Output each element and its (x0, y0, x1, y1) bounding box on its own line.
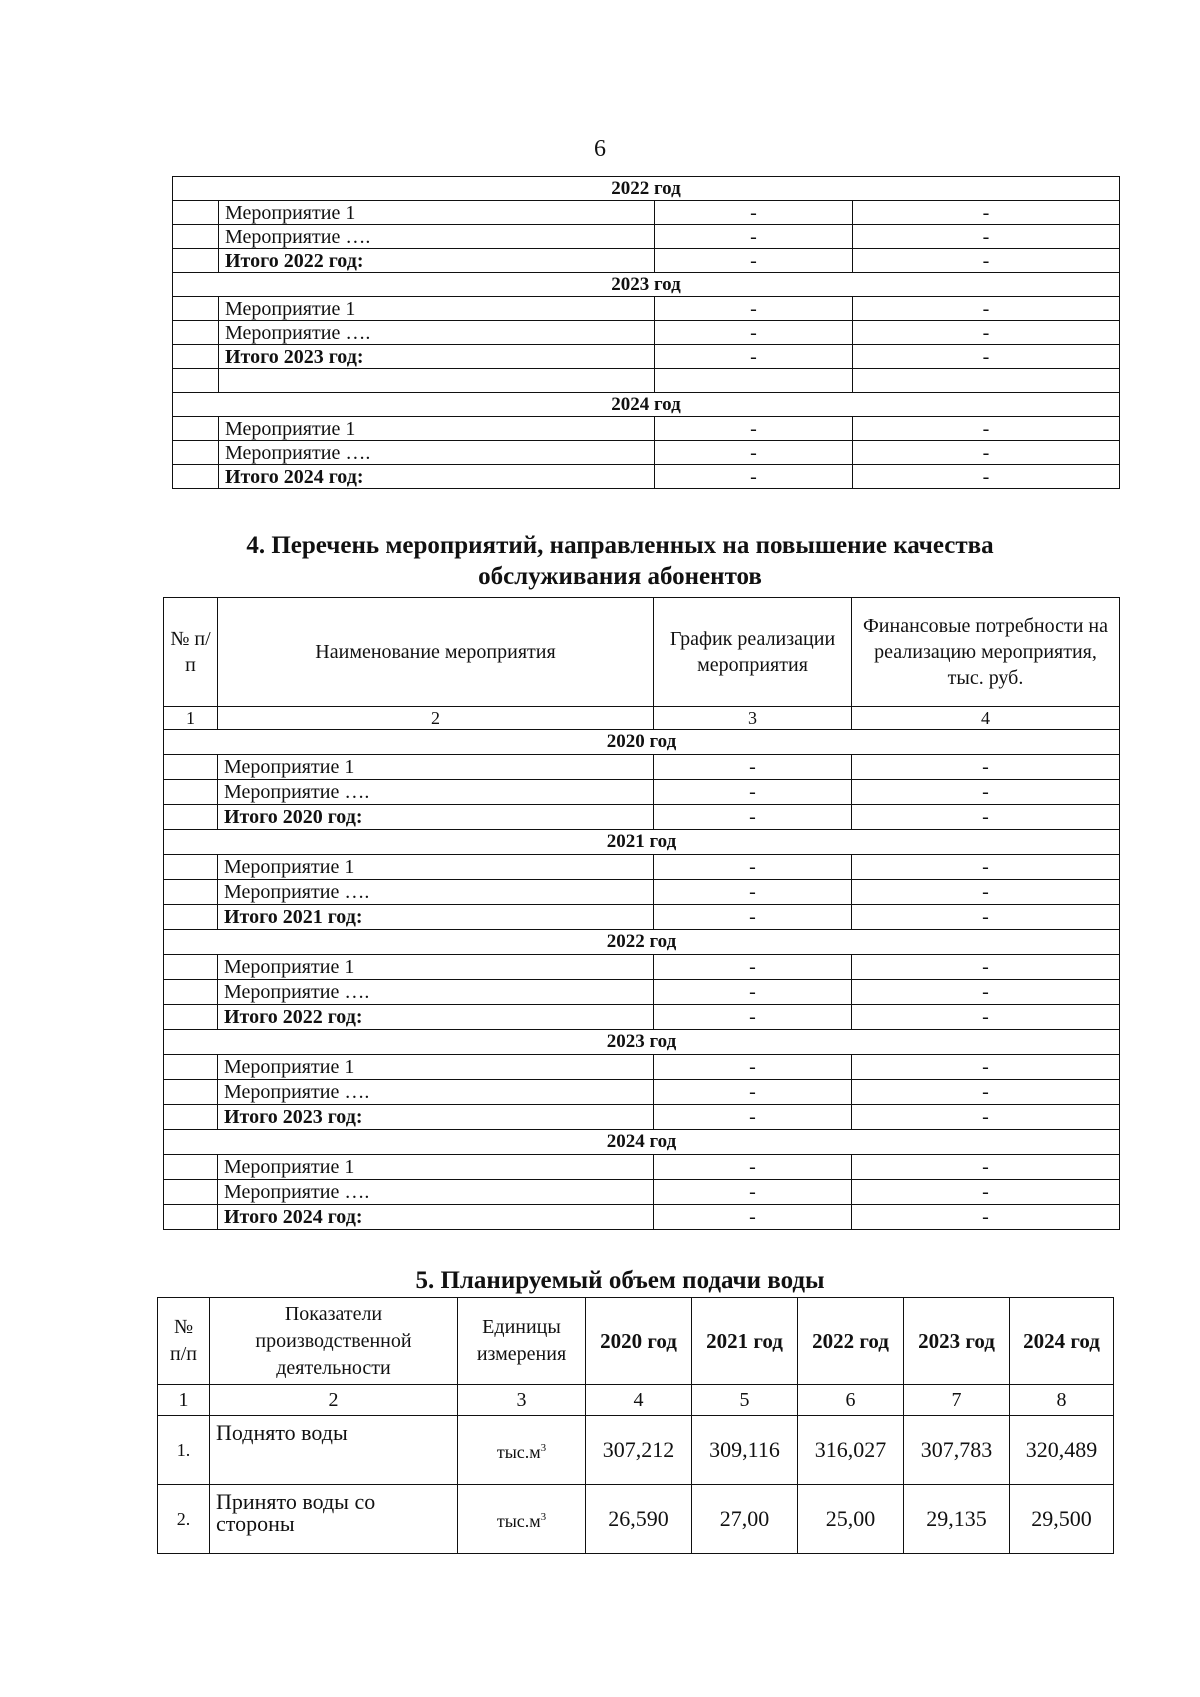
finance-value (853, 369, 1120, 393)
activity-name: Итого 2021 год: (218, 905, 654, 930)
schedule-value: - (654, 1180, 852, 1205)
activity-name: Мероприятие …. (219, 321, 655, 345)
section4-title-line1: 4. Перечень мероприятий, направленных на повышение качества (246, 532, 994, 559)
value-cell: 27,00 (692, 1485, 798, 1554)
year-label: 2024 год (164, 1130, 1120, 1155)
unit-label: тыс.м (496, 1511, 541, 1531)
activity-name: Мероприятие …. (219, 225, 655, 249)
table-row (164, 1205, 1120, 1230)
t3-colnum: 5 (692, 1385, 798, 1416)
activity-name (219, 369, 655, 393)
finance-value: - (852, 955, 1120, 980)
header-schedule: График реализации мероприятия (654, 598, 852, 707)
schedule-value: - (655, 465, 853, 489)
table-row (173, 201, 1120, 225)
activity-name: Мероприятие …. (218, 880, 654, 905)
value-cell: 309,116 (692, 1416, 798, 1485)
activity-name: Мероприятие …. (218, 1180, 654, 1205)
finance-value: - (852, 1080, 1120, 1105)
year-row (164, 830, 1120, 855)
schedule-value: - (654, 805, 852, 830)
finance-value: - (852, 980, 1120, 1005)
finance-value: - (853, 417, 1120, 441)
table-row (173, 225, 1120, 249)
t3-header-row (158, 1298, 1114, 1385)
table-row (164, 1155, 1120, 1180)
schedule-value: - (654, 980, 852, 1005)
activities-table-continued (172, 176, 1120, 489)
finance-value: - (852, 1005, 1120, 1030)
row-num-cell (173, 249, 219, 273)
unit-cell (458, 1416, 586, 1485)
activity-name: Итого 2023 год: (218, 1105, 654, 1130)
activity-name: Мероприятие …. (218, 1080, 654, 1105)
unit-exponent: 3 (540, 1511, 547, 1523)
t3-header-unit: Единицы измерения (458, 1298, 586, 1385)
row-num-cell (164, 1080, 218, 1105)
row-num-cell (173, 417, 219, 441)
row-num: 1. (158, 1416, 210, 1485)
row-num-cell (164, 1205, 218, 1230)
t3-header-year-2020: 2020 год (586, 1298, 692, 1385)
row-num-cell (164, 880, 218, 905)
t3-colnum: 2 (210, 1385, 458, 1416)
unit-cell (458, 1485, 586, 1554)
indicator-name: Принято воды со стороны (210, 1485, 458, 1554)
year-label: 2021 год (164, 830, 1120, 855)
t1-body (173, 177, 1120, 489)
activity-name: Мероприятие …. (218, 780, 654, 805)
row-num-cell (173, 441, 219, 465)
t2-colnum-row (164, 707, 1120, 730)
year-row (164, 1030, 1120, 1055)
year-label: 2020 год (164, 730, 1120, 755)
schedule-value: - (655, 345, 853, 369)
t2-header-row (164, 598, 1120, 707)
table-row (164, 780, 1120, 805)
finance-value: - (852, 780, 1120, 805)
table-row (173, 369, 1120, 393)
schedule-value: - (655, 441, 853, 465)
year-row (173, 177, 1120, 201)
table-row (164, 905, 1120, 930)
row-num-cell (173, 321, 219, 345)
row-num-cell (173, 465, 219, 489)
row-num-cell (173, 201, 219, 225)
table-row (173, 465, 1120, 489)
schedule-value: - (654, 855, 852, 880)
table-row (173, 441, 1120, 465)
schedule-value: - (654, 1155, 852, 1180)
schedule-value: - (655, 297, 853, 321)
activity-name: Мероприятие 1 (218, 955, 654, 980)
schedule-value: - (655, 249, 853, 273)
schedule-value: - (655, 321, 853, 345)
schedule-value: - (654, 780, 852, 805)
year-row (164, 930, 1120, 955)
row-num-cell (173, 369, 219, 393)
section4-title-line2: обслуживания абонентов (478, 563, 762, 590)
row-num-cell (164, 1005, 218, 1030)
service-quality-table (163, 597, 1120, 1230)
schedule-value: - (655, 225, 853, 249)
schedule-value: - (654, 1105, 852, 1130)
value-cell: 25,00 (798, 1485, 904, 1554)
schedule-value: - (654, 905, 852, 930)
table-row (164, 1055, 1120, 1080)
activity-name: Мероприятие …. (218, 980, 654, 1005)
schedule-value: - (654, 1005, 852, 1030)
row-num-cell (164, 905, 218, 930)
unit-label: тыс.м (496, 1442, 541, 1462)
schedule-value: - (654, 1055, 852, 1080)
t3-header-year-2024: 2024 год (1010, 1298, 1114, 1385)
row-num-cell (164, 1180, 218, 1205)
row-num-cell (164, 955, 218, 980)
value-cell: 320,489 (1010, 1416, 1114, 1485)
header-num: № п/п (164, 598, 218, 707)
finance-value: - (853, 441, 1120, 465)
row-num-cell (164, 1105, 218, 1130)
indicator-name: Поднято воды (210, 1416, 458, 1485)
t3-header-year-2021: 2021 год (692, 1298, 798, 1385)
finance-value: - (852, 1180, 1120, 1205)
table-row (164, 1080, 1120, 1105)
table-row (164, 805, 1120, 830)
activity-name: Итого 2022 год: (218, 1005, 654, 1030)
schedule-value (655, 369, 853, 393)
water-row (158, 1416, 1114, 1485)
activity-name: Итого 2024 год: (218, 1205, 654, 1230)
t3-body (158, 1298, 1114, 1554)
activity-name: Итого 2023 год: (219, 345, 655, 369)
schedule-value: - (654, 755, 852, 780)
row-num-cell (164, 805, 218, 830)
row-num-cell (164, 980, 218, 1005)
value-cell: 29,135 (904, 1485, 1010, 1554)
table-row (173, 417, 1120, 441)
year-label: 2022 год (164, 930, 1120, 955)
year-row (173, 273, 1120, 297)
value-cell: 29,500 (1010, 1485, 1114, 1554)
finance-value: - (853, 321, 1120, 345)
t3-header-year-2022: 2022 год (798, 1298, 904, 1385)
finance-value: - (853, 345, 1120, 369)
table-row (164, 755, 1120, 780)
t3-colnum: 6 (798, 1385, 904, 1416)
table-row (164, 980, 1120, 1005)
t3-colnum-row (158, 1385, 1114, 1416)
finance-value: - (852, 805, 1120, 830)
finance-value: - (852, 755, 1120, 780)
year-label: 2023 год (164, 1030, 1120, 1055)
schedule-value: - (654, 1205, 852, 1230)
activity-name: Мероприятие 1 (219, 297, 655, 321)
finance-value: - (853, 225, 1120, 249)
finance-value: - (852, 855, 1120, 880)
colnum-3: 3 (654, 707, 852, 730)
value-cell: 26,590 (586, 1485, 692, 1554)
finance-value: - (852, 1105, 1120, 1130)
water-row (158, 1485, 1114, 1554)
table-row (164, 1180, 1120, 1205)
value-cell: 316,027 (798, 1416, 904, 1485)
activity-name: Мероприятие …. (219, 441, 655, 465)
finance-value: - (852, 1205, 1120, 1230)
table-row (164, 1005, 1120, 1030)
table-row (173, 321, 1120, 345)
colnum-4: 4 (852, 707, 1120, 730)
t2-body (164, 598, 1120, 1230)
row-num-cell (173, 345, 219, 369)
water-supply-table (157, 1297, 1114, 1554)
activity-name: Мероприятие 1 (219, 201, 655, 225)
activity-name: Итого 2024 год: (219, 465, 655, 489)
t3-header-year-2023: 2023 год (904, 1298, 1010, 1385)
row-num-cell (173, 297, 219, 321)
t3-colnum: 1 (158, 1385, 210, 1416)
colnum-1: 1 (164, 707, 218, 730)
schedule-value: - (654, 880, 852, 905)
activity-name: Мероприятие 1 (218, 755, 654, 780)
activity-name: Итого 2020 год: (218, 805, 654, 830)
activity-name: Мероприятие 1 (218, 1055, 654, 1080)
finance-value: - (852, 880, 1120, 905)
year-row (173, 393, 1120, 417)
schedule-value: - (655, 201, 853, 225)
table-row (173, 249, 1120, 273)
value-cell: 307,212 (586, 1416, 692, 1485)
colnum-2: 2 (218, 707, 654, 730)
activity-name: Мероприятие 1 (218, 855, 654, 880)
row-num-cell (164, 855, 218, 880)
finance-value: - (852, 905, 1120, 930)
t3-colnum: 7 (904, 1385, 1010, 1416)
table-row (173, 297, 1120, 321)
activity-name: Итого 2022 год: (219, 249, 655, 273)
year-row (164, 730, 1120, 755)
unit-exponent: 3 (540, 1442, 547, 1454)
year-label: 2023 год (173, 273, 1120, 297)
finance-value: - (852, 1155, 1120, 1180)
finance-value: - (853, 297, 1120, 321)
schedule-value: - (655, 417, 853, 441)
t3-colnum: 3 (458, 1385, 586, 1416)
page-number: 6 (594, 136, 606, 162)
row-num-cell (173, 225, 219, 249)
finance-value: - (853, 465, 1120, 489)
table-row (164, 1105, 1120, 1130)
schedule-value: - (654, 1080, 852, 1105)
value-cell: 307,783 (904, 1416, 1010, 1485)
header-finance: Финансовые потребности на реализацию мероприятия, тыс. руб. (852, 598, 1120, 707)
section4-title (150, 530, 1090, 592)
t3-header-indicator: Показатели производственной деятельности (210, 1298, 458, 1385)
table-row (164, 955, 1120, 980)
row-num-cell (164, 1155, 218, 1180)
finance-value: - (853, 249, 1120, 273)
table-row (164, 855, 1120, 880)
table-row (164, 880, 1120, 905)
header-name: Наименование мероприятия (218, 598, 654, 707)
t3-header-num: № п/п (158, 1298, 210, 1385)
activity-name: Мероприятие 1 (218, 1155, 654, 1180)
t3-colnum: 4 (586, 1385, 692, 1416)
finance-value: - (852, 1055, 1120, 1080)
row-num: 2. (158, 1485, 210, 1554)
schedule-value: - (654, 955, 852, 980)
t3-colnum: 8 (1010, 1385, 1114, 1416)
year-label: 2022 год (173, 177, 1120, 201)
year-label: 2024 год (173, 393, 1120, 417)
section5-title: 5. Планируемый объем подачи воды (415, 1267, 825, 1294)
activity-name: Мероприятие 1 (219, 417, 655, 441)
row-num-cell (164, 1055, 218, 1080)
year-row (164, 1130, 1120, 1155)
row-num-cell (164, 755, 218, 780)
finance-value: - (853, 201, 1120, 225)
row-num-cell (164, 780, 218, 805)
table-row (173, 345, 1120, 369)
